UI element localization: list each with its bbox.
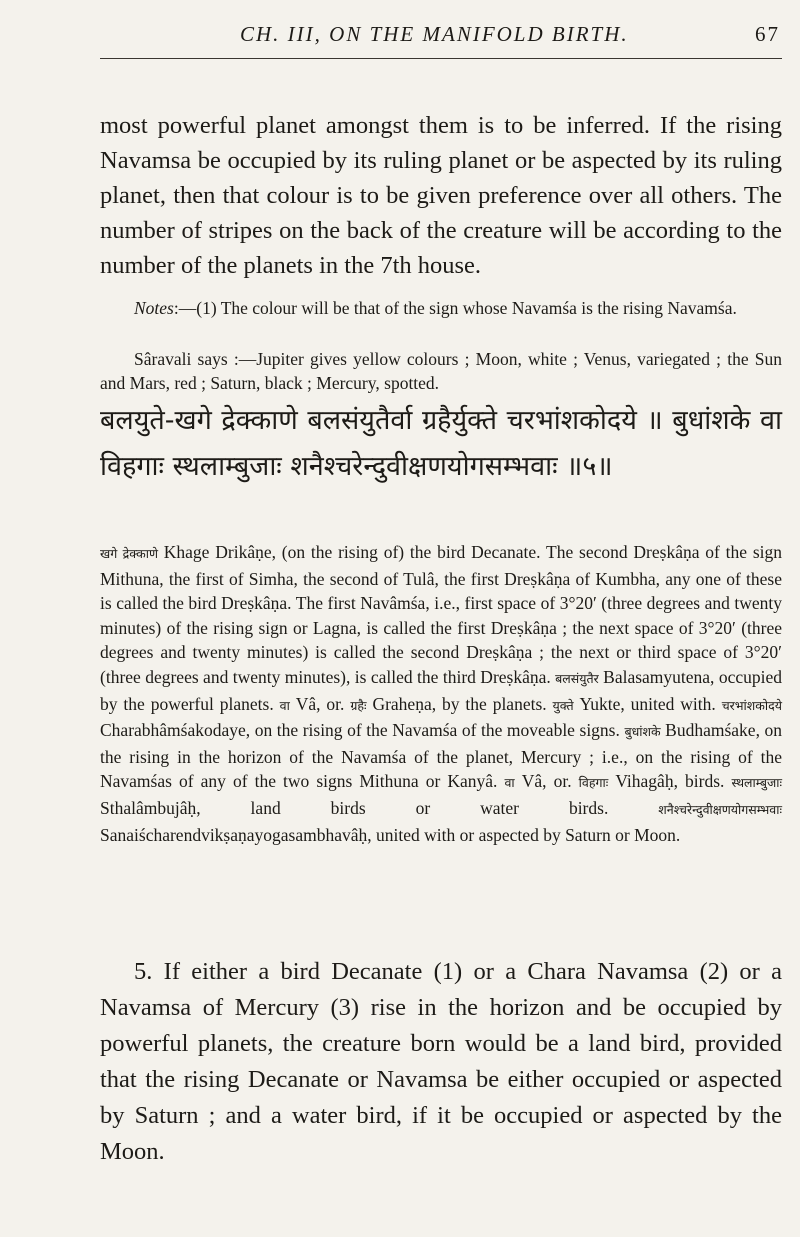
gloss-definition: Yukte, united with. bbox=[573, 693, 722, 714]
gloss-definition: Vâ, or. bbox=[514, 771, 579, 792]
gloss-term-devanagari: बलसंयुतैर bbox=[555, 670, 599, 686]
header-rule bbox=[100, 58, 782, 59]
gloss-term-devanagari: विहगाः bbox=[578, 775, 609, 791]
chapter-title: CH. III, ON THE MANIFOLD BIRTH. bbox=[240, 22, 629, 46]
gloss-term-devanagari: चरभांशकोदये bbox=[721, 697, 782, 713]
gloss-term-devanagari: वा bbox=[504, 775, 515, 791]
gloss-definition: Budhamśake, on the rising in the horizon of the Navamśa of the planet, Mercury ; i.e., on the rising of the Navamśas of any of the two signs Mithuna or Kanyâ. bbox=[100, 720, 782, 792]
gloss-term-devanagari: बुधांशके bbox=[624, 724, 661, 740]
gloss-definition: Charabhâmśakodaye, on the rising of the Navamśa of the moveable signs. bbox=[100, 720, 625, 741]
page-number: 67 bbox=[755, 22, 780, 46]
gloss-definition: Graheṇa, by the planets. bbox=[366, 693, 553, 714]
running-header bbox=[100, 22, 780, 46]
intro-paragraph: most powerful planet amongst them is to be inferred. If the rising Navamsa be occupied by its ruling planet or be aspected by its ruling planet, then that colour is to be given preference over all others. The number of stripes on the back of the creature will be according to the number of the planets in the 7th house. bbox=[100, 112, 782, 279]
gloss-definition: Vihagâḥ, birds. bbox=[608, 771, 732, 792]
note-1 bbox=[100, 296, 782, 320]
gloss-term-devanagari: शनैश्चरेन्दुवीक्षणयोगसम्भवाः bbox=[658, 801, 782, 817]
gloss-definition: Vâ, or. bbox=[289, 693, 351, 714]
sanskrit-verse: बलयुते-खगे द्रेक्काणे बलसंयुतैर्वा ग्रहैर्युक्ते चरभांशकोदये ॥ बुधांशके वा विहगाः स्थलाम्बुजाः शनैश्चरेन्दुवीक्षणयोगसम्भवाः ॥५॥ bbox=[100, 405, 782, 482]
gloss-term-devanagari: वा bbox=[279, 697, 290, 713]
notes-label: Notes bbox=[134, 298, 174, 318]
gloss-term-devanagari: ग्रहैः bbox=[350, 697, 367, 713]
gloss-term-devanagari: खगे द्रेक्काणे bbox=[100, 546, 158, 561]
note-1-text: :—(1) The colour will be that of the sign whose Navamśa is the rising Navamśa. bbox=[173, 298, 737, 318]
gloss-definition: Sanaiścharendvikṣaṇayogasambhavâḥ, united with or aspected by Saturn or Moon. bbox=[100, 824, 681, 845]
gloss-definition: Khage Drikâṇe, (on the rising of) the bird Decanate. The second Dreṣkâṇa of the sign Mithuna, the first of Simha, the second of Tulâ, the first Dreṣkâṇa of Kumbha, any one of these is called the bird Dreṣkâṇa. The first Navâmśa, i.e., first space of 3°20′ (three degrees and twenty minutes) of the rising sign or Lagna, is called the first Dreṣkâṇa ; the next space of 3°20′ (three degrees and twenty minutes) is called the second Dreṣkâṇa ; the next or third space of 3°20′ (three degrees and twenty minutes), is called the third Dreṣkâṇa. bbox=[100, 542, 783, 687]
rule-5-paragraph: 5. If either a bird Decanate (1) or a Chara Navamsa (2) or a Navamsa of Mercury (3) rise in the horizon and be occupied by powerful planets, the creature born would be a land bird, provided that the rising Decanate or Navamsa be either occupied or aspected by Saturn ; and a water bird, if it be occupied or aspected by the Moon. bbox=[100, 958, 782, 1165]
gloss-term-devanagari: युक्ते bbox=[552, 697, 574, 713]
gloss-definition: Balasamyutena, occupied by the powerful planets. bbox=[100, 666, 782, 714]
gloss-definition: Sthalâmbujâḥ, land birds or water birds. bbox=[100, 797, 659, 818]
gloss-term-devanagari: स्थलाम्बुजाः bbox=[731, 775, 783, 791]
word-gloss bbox=[100, 540, 782, 847]
note-2: Sâravali says :—Jupiter gives yellow colours ; Moon, white ; Venus, variegated ; the Sun and Mars, red ; Saturn, black ; Mercury, spotted. bbox=[100, 349, 782, 393]
